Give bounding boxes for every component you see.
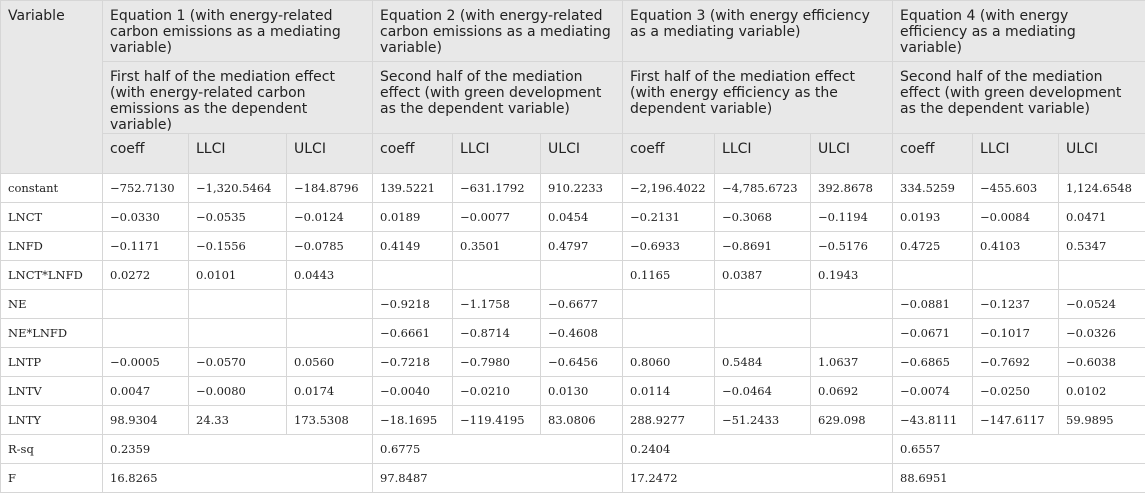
summary-cell: 17.2472 xyxy=(623,464,893,493)
equation-header-row xyxy=(1,1,1145,62)
table-cell: 0.0560 xyxy=(287,348,373,377)
equation-3-header: Equation 3 (with energy efficiency as a mediating variable) xyxy=(623,1,893,62)
table-cell: 0.5347 xyxy=(1059,232,1145,261)
table-cell xyxy=(103,319,189,348)
equation-2-header: Equation 2 (with energy-related carbon emissions as a mediating variable) xyxy=(373,1,623,62)
table-row xyxy=(1,261,1145,290)
table-cell xyxy=(715,319,811,348)
table-cell: 0.4797 xyxy=(541,232,623,261)
stat-header: coeff xyxy=(103,134,189,174)
stat-header: LLCI xyxy=(973,134,1059,174)
row-variable-label: LNTP xyxy=(1,348,103,377)
table-cell: −0.0074 xyxy=(893,377,973,406)
table-cell: 0.0387 xyxy=(715,261,811,290)
table-cell: −0.6038 xyxy=(1059,348,1145,377)
table-cell: −0.8714 xyxy=(453,319,541,348)
table-cell: −0.6933 xyxy=(623,232,715,261)
table-cell: −119.4195 xyxy=(453,406,541,435)
table-cell: −0.0464 xyxy=(715,377,811,406)
summary-cell: 0.6775 xyxy=(373,435,623,464)
table-cell: 0.0471 xyxy=(1059,203,1145,232)
table-cell: −0.0005 xyxy=(103,348,189,377)
table-cell: 139.5221 xyxy=(373,174,453,203)
table-cell: −0.6677 xyxy=(541,290,623,319)
table-cell xyxy=(189,290,287,319)
table-cell: −43.8111 xyxy=(893,406,973,435)
table-cell: −0.3068 xyxy=(715,203,811,232)
table-cell: −147.6117 xyxy=(973,406,1059,435)
row-variable-label: LNCT*LNFD xyxy=(1,261,103,290)
row-variable-label: F xyxy=(1,464,103,493)
table-cell: −0.0084 xyxy=(973,203,1059,232)
stat-header: coeff xyxy=(623,134,715,174)
table-cell: −0.7692 xyxy=(973,348,1059,377)
stat-header: ULCI xyxy=(811,134,893,174)
table-cell: 0.0130 xyxy=(541,377,623,406)
stat-header: coeff xyxy=(373,134,453,174)
table-cell xyxy=(893,261,973,290)
table-cell: −18.1695 xyxy=(373,406,453,435)
table-cell: −0.0330 xyxy=(103,203,189,232)
table-cell: −0.7980 xyxy=(453,348,541,377)
table-cell: −0.0124 xyxy=(287,203,373,232)
table-cell: 0.8060 xyxy=(623,348,715,377)
table-cell: 0.0189 xyxy=(373,203,453,232)
equation-4-subheader: Second half of the mediation effect (with green development as the dependent variable) xyxy=(893,62,1145,134)
row-variable-label: NE*LNFD xyxy=(1,319,103,348)
table-cell: −0.1237 xyxy=(973,290,1059,319)
table-cell: −51.2433 xyxy=(715,406,811,435)
table-cell: 1.0637 xyxy=(811,348,893,377)
equation-3-subheader: First half of the mediation effect (with energy efficiency as the dependent variable) xyxy=(623,62,893,134)
table-row xyxy=(1,290,1145,319)
table-cell: −0.0570 xyxy=(189,348,287,377)
table-cell: −0.0077 xyxy=(453,203,541,232)
table-cell: −752.7130 xyxy=(103,174,189,203)
table-cell: 59.9895 xyxy=(1059,406,1145,435)
table-cell: −0.6456 xyxy=(541,348,623,377)
table-cell: 0.3501 xyxy=(453,232,541,261)
stat-header: coeff xyxy=(893,134,973,174)
table-cell xyxy=(973,261,1059,290)
table-cell: −0.1194 xyxy=(811,203,893,232)
table-cell: −0.0080 xyxy=(189,377,287,406)
table-row xyxy=(1,348,1145,377)
summary-row xyxy=(1,435,1145,464)
table-cell xyxy=(541,261,623,290)
table-cell: 0.0101 xyxy=(189,261,287,290)
row-variable-label: constant xyxy=(1,174,103,203)
table-cell: 0.0193 xyxy=(893,203,973,232)
table-cell: 24.33 xyxy=(189,406,287,435)
table-cell: 0.4725 xyxy=(893,232,973,261)
table-cell: −4,785.6723 xyxy=(715,174,811,203)
table-cell: 392.8678 xyxy=(811,174,893,203)
statistic-header-row xyxy=(1,134,1145,174)
table-cell: −0.0535 xyxy=(189,203,287,232)
equation-2-subheader: Second half of the mediation effect (with green development as the dependent variable) xyxy=(373,62,623,134)
table-cell: 0.0102 xyxy=(1059,377,1145,406)
table-cell xyxy=(811,319,893,348)
table-cell: −0.9218 xyxy=(373,290,453,319)
table-cell xyxy=(189,319,287,348)
table-cell xyxy=(715,290,811,319)
table-cell xyxy=(1059,261,1145,290)
equation-4-header: Equation 4 (with energy efficiency as a mediating variable) xyxy=(893,1,1145,62)
row-variable-label: LNCT xyxy=(1,203,103,232)
table-cell: −0.1171 xyxy=(103,232,189,261)
table-row xyxy=(1,203,1145,232)
table-cell: −2,196.4022 xyxy=(623,174,715,203)
table-cell: −1.1758 xyxy=(453,290,541,319)
table-cell: 334.5259 xyxy=(893,174,973,203)
stat-header: LLCI xyxy=(453,134,541,174)
table-row xyxy=(1,377,1145,406)
summary-cell: 16.8265 xyxy=(103,464,373,493)
table-cell: −0.0524 xyxy=(1059,290,1145,319)
table-cell: 1,124.6548 xyxy=(1059,174,1145,203)
stat-header: ULCI xyxy=(1059,134,1145,174)
table-cell xyxy=(811,290,893,319)
table-cell: 98.9304 xyxy=(103,406,189,435)
table-row xyxy=(1,319,1145,348)
table-cell xyxy=(623,290,715,319)
stat-header: ULCI xyxy=(287,134,373,174)
table-cell xyxy=(623,319,715,348)
table-cell: −455.603 xyxy=(973,174,1059,203)
equation-1-subheader: First half of the mediation effect (with energy-related carbon emissions as the dependent variable) xyxy=(103,62,373,134)
table-row xyxy=(1,232,1145,261)
summary-cell: 0.2359 xyxy=(103,435,373,464)
summary-cell: 88.6951 xyxy=(893,464,1145,493)
table-cell: −0.0040 xyxy=(373,377,453,406)
row-variable-label: R-sq xyxy=(1,435,103,464)
summary-cell: 97.8487 xyxy=(373,464,623,493)
table-cell: −0.1017 xyxy=(973,319,1059,348)
table-cell: −0.0250 xyxy=(973,377,1059,406)
table-cell: 0.0443 xyxy=(287,261,373,290)
row-variable-label: LNTY xyxy=(1,406,103,435)
table-cell: 0.1943 xyxy=(811,261,893,290)
table-cell: 0.0454 xyxy=(541,203,623,232)
table-cell: 0.4149 xyxy=(373,232,453,261)
table-cell: 910.2233 xyxy=(541,174,623,203)
stat-header: LLCI xyxy=(189,134,287,174)
row-variable-label: LNTV xyxy=(1,377,103,406)
table-cell: 83.0806 xyxy=(541,406,623,435)
table-cell: −0.4608 xyxy=(541,319,623,348)
table-cell: −0.0881 xyxy=(893,290,973,319)
table-cell: −631.1792 xyxy=(453,174,541,203)
table-cell: 0.4103 xyxy=(973,232,1059,261)
table-cell: −0.1556 xyxy=(189,232,287,261)
table-row xyxy=(1,174,1145,203)
mediation-half-header-row xyxy=(1,62,1145,134)
table-cell: 0.5484 xyxy=(715,348,811,377)
row-variable-label: LNFD xyxy=(1,232,103,261)
table-cell: 629.098 xyxy=(811,406,893,435)
table-cell: 173.5308 xyxy=(287,406,373,435)
table-cell: 0.0114 xyxy=(623,377,715,406)
table-cell: 0.1165 xyxy=(623,261,715,290)
table-cell: −0.2131 xyxy=(623,203,715,232)
summary-cell: 0.2404 xyxy=(623,435,893,464)
table-cell xyxy=(453,261,541,290)
table-cell: −0.0671 xyxy=(893,319,973,348)
equation-1-header: Equation 1 (with energy-related carbon emissions as a mediating variable) xyxy=(103,1,373,62)
table-cell: −0.0210 xyxy=(453,377,541,406)
table-cell: 0.0272 xyxy=(103,261,189,290)
table-cell: −0.8691 xyxy=(715,232,811,261)
row-variable-label: NE xyxy=(1,290,103,319)
table-cell: 288.9277 xyxy=(623,406,715,435)
table-cell: 0.0174 xyxy=(287,377,373,406)
table-cell: −0.6661 xyxy=(373,319,453,348)
stat-header: ULCI xyxy=(541,134,623,174)
table-cell: −0.0326 xyxy=(1059,319,1145,348)
table-cell xyxy=(103,290,189,319)
variable-column-header: Variable xyxy=(1,1,103,174)
table-cell xyxy=(287,319,373,348)
table-cell: −0.6865 xyxy=(893,348,973,377)
table-cell: −0.0785 xyxy=(287,232,373,261)
table-cell: 0.0692 xyxy=(811,377,893,406)
table-cell: −184.8796 xyxy=(287,174,373,203)
summary-cell: 0.6557 xyxy=(893,435,1145,464)
table-row xyxy=(1,406,1145,435)
stat-header: LLCI xyxy=(715,134,811,174)
summary-row xyxy=(1,464,1145,493)
table-cell xyxy=(287,290,373,319)
table-cell: −0.7218 xyxy=(373,348,453,377)
table-cell xyxy=(373,261,453,290)
table-cell: −0.5176 xyxy=(811,232,893,261)
table-body xyxy=(1,174,1145,493)
table-cell: −1,320.5464 xyxy=(189,174,287,203)
table-cell: 0.0047 xyxy=(103,377,189,406)
